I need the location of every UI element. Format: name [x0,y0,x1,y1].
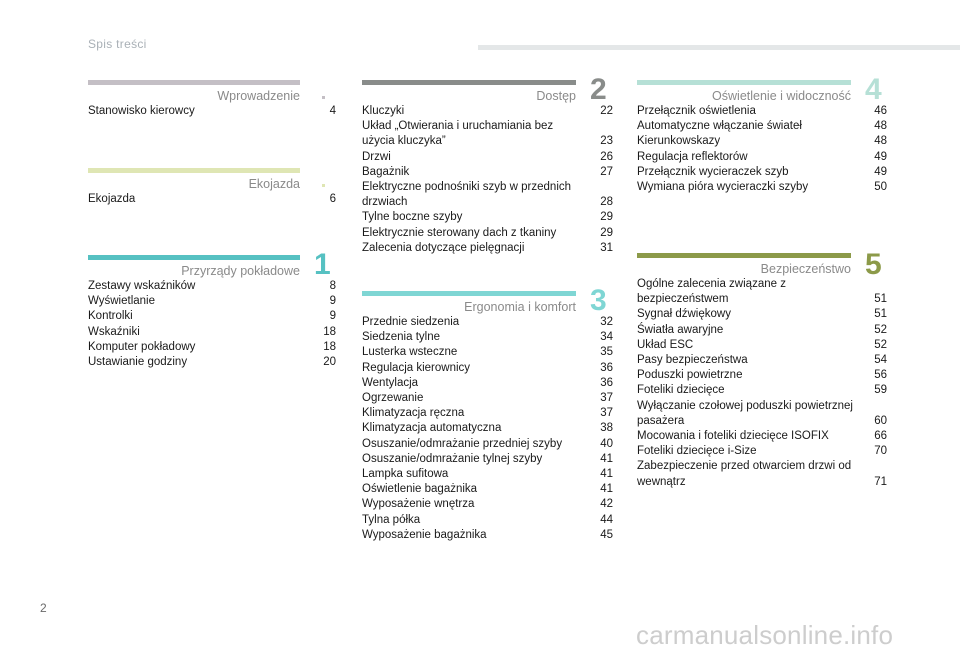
toc-entry-page: 29 [600,211,613,224]
toc-entry-page: 9 [329,295,336,308]
toc-entry-page: 51 [874,308,887,321]
section-bar [637,80,851,85]
toc-entry[interactable] [637,150,887,165]
toc-entry[interactable] [88,104,336,119]
toc-entry-text: Zabezpieczenie przed otwarciem drzwi od wewnątrz [637,460,852,488]
toc-entry-page: 70 [874,445,887,458]
toc-entry-page: 52 [874,323,887,336]
toc-entry-text: Regulacja reflektorów [637,150,748,163]
toc-entry-page: 56 [874,369,887,382]
toc-entry[interactable] [637,277,887,307]
toc-entry[interactable] [362,437,613,452]
toc-entry[interactable] [637,459,887,489]
section-bar [88,255,300,260]
toc-entry-page: 26 [600,150,613,163]
toc-entry-text: Elektrycznie sterowany dach z tkaniny [362,226,557,239]
section-title: Ekojazda [248,177,300,191]
toc-entries [88,279,336,370]
toc-entry[interactable] [637,444,887,459]
toc-entry-page: 50 [874,181,887,194]
section-number: 4 [865,73,882,106]
toc-entries [637,277,887,490]
toc-entry-page: 22 [600,105,613,117]
toc-entry-page: 40 [600,437,613,450]
section-title: Oświetlenie i widoczność [712,89,851,103]
toc-entry-text: Osuszanie/odmrażanie przedniej szyby [362,437,563,450]
toc-entry-page: 49 [874,165,887,178]
toc-entry-page: 41 [600,483,613,496]
page-number: 2 [40,601,47,615]
toc-entry-text: Tylne boczne szyby [362,211,463,224]
toc-entry-text: Lusterka wsteczne [362,346,458,359]
section-bar [362,291,576,296]
toc-entry[interactable] [637,383,887,398]
toc-entry-text: Ekojazda [88,193,136,205]
toc-entry-page: 45 [600,528,613,541]
toc-entry[interactable] [88,309,336,324]
section-title: Dostęp [536,89,576,103]
section-title: Bezpieczeństwo [760,262,851,276]
toc-entry-page: 18 [323,340,336,353]
toc-entry-text: Klimatyzacja ręczna [362,407,465,420]
toc-entry[interactable] [362,528,613,543]
toc-entry-text: Siedzenia tylne [362,331,440,344]
toc-entry[interactable] [362,119,613,149]
toc-entry-page: 51 [874,293,887,306]
toc-entry-page: 32 [600,316,613,328]
toc-entry[interactable] [362,421,613,436]
toc-entry-text: Komputer pokładowy [88,340,196,353]
toc-entries [88,104,336,119]
toc-entry-text: Kierunkowskazy [637,135,721,148]
section-title: Przyrządy pokładowe [181,264,300,278]
toc-entry-page: 34 [600,331,613,344]
toc-entry-page: 37 [600,392,613,405]
toc-entries [637,104,887,195]
toc-entry[interactable] [637,165,887,180]
toc-entry-page: 52 [874,338,887,351]
toc-entry-page: 36 [600,376,613,389]
toc-entry-text: Przednie siedzenia [362,316,460,328]
toc-entry-page: 38 [600,422,613,435]
toc-entry[interactable] [362,391,613,406]
toc-entry[interactable] [637,323,887,338]
toc-entry-page: 59 [874,384,887,397]
page-header-title: Spis treści [88,37,147,51]
toc-entry[interactable] [362,330,613,345]
toc-entry-page: 20 [323,356,336,369]
toc-entry-page: 60 [874,414,887,427]
toc-entry-text: Osuszanie/odmrażanie tylnej szyby [362,452,543,465]
toc-entry[interactable] [362,376,613,391]
toc-entry-text: Elektryczne podnośniki szyb w przednich drzwiach [362,181,572,209]
toc-entry-page: 41 [600,452,613,465]
section-bar [88,80,300,85]
toc-entry-page: 41 [600,468,613,481]
toc-entry[interactable] [362,467,613,482]
toc-entry[interactable] [637,429,887,444]
toc-entry[interactable] [362,315,613,330]
toc-entry-text: Wyświetlanie [88,295,156,308]
toc-entry[interactable] [362,150,613,165]
toc-entry-page: 18 [323,325,336,338]
toc-entry-text: Oświetlenie bagażnika [362,483,478,496]
toc-entry-page: 4 [329,105,336,117]
toc-entry-page: 29 [600,226,613,239]
toc-entry-text: Zestawy wskaźników [88,280,196,292]
toc-entry[interactable] [88,279,336,294]
toc-entry[interactable] [637,307,887,322]
toc-entry-text: Mocowania i foteliki dziecięce ISOFIX [637,430,829,443]
toc-entry[interactable] [88,355,336,370]
toc-entry-page: 23 [600,135,613,148]
toc-entry[interactable] [362,361,613,376]
section-title: Ergonomia i komfort [464,300,576,314]
toc-entry-text: Kluczyki [362,105,405,117]
toc-entry-text: Foteliki dziecięce i-Size [637,445,757,458]
toc-entries [362,104,613,256]
toc-entry[interactable] [362,165,613,180]
toc-entry[interactable] [362,345,613,360]
toc-entry[interactable] [637,368,887,383]
header-bar [478,45,960,50]
toc-entry-page: 31 [600,241,613,254]
toc-entry-text: Ustawianie godziny [88,356,188,369]
toc-entry-page: 27 [600,165,613,178]
toc-entry-text: Wentylacja [362,376,419,389]
section-number: 3 [590,284,607,317]
toc-entry-text: Sygnał dźwiękowy [637,308,731,321]
toc-entry-page: 46 [874,105,887,117]
toc-entry-text: Bagażnik [362,165,410,178]
toc-entry-page: 44 [600,513,613,526]
toc-entry-text: Klimatyzacja automatyczna [362,422,502,435]
toc-entry-page: 28 [600,196,613,209]
toc-entry[interactable] [362,452,613,467]
toc-entry-page: 6 [329,193,336,205]
toc-entry[interactable] [362,226,613,241]
toc-entry-text: Stanowisko kierowcy [88,105,195,117]
toc-entry[interactable] [362,104,613,119]
toc-entry-text: Światła awaryjne [637,323,724,336]
toc-entry-text: Układ „Otwierania i uruchamiania bez użycia kluczyka” [362,120,554,148]
toc-entry-page: 66 [874,430,887,443]
toc-entry[interactable] [637,180,887,195]
section-marker [322,184,325,187]
toc-entry[interactable] [362,210,613,225]
toc-entry[interactable] [88,294,336,309]
toc-entry[interactable] [362,241,613,256]
toc-entry-text: Regulacja kierownicy [362,361,471,374]
section-bar [637,253,851,258]
toc-entry-text: Zalecenia dotyczące pielęgnacji [362,241,525,254]
watermark: carmanualsonline.info [636,620,894,650]
toc-entry-text: Pasy bezpieczeństwa [637,354,748,367]
toc-entry-text: Wyposażenie bagażnika [362,528,487,541]
section-bar [362,80,576,85]
toc-entry[interactable] [637,338,887,353]
toc-entry-text: Kontrolki [88,310,133,323]
toc-entry[interactable] [362,497,613,512]
toc-entry-page: 48 [874,120,887,133]
toc-entry[interactable] [637,399,887,429]
toc-entry-text: Drzwi [362,150,391,163]
toc-entry[interactable] [362,482,613,497]
toc-entry-page: 36 [600,361,613,374]
toc-entry-text: Tylna półka [362,513,421,526]
toc-entry[interactable] [88,192,336,207]
toc-entry[interactable] [362,406,613,421]
toc-entry[interactable] [637,134,887,149]
toc-entry-text: Ogólne zalecenia związane z bezpieczeństwem [637,278,786,306]
section-number: 5 [865,248,882,281]
toc-entries [362,315,613,543]
toc-entry[interactable] [88,325,336,340]
section-number: 2 [590,73,607,106]
toc-entry-page: 71 [874,475,887,488]
toc-entry-page: 48 [874,135,887,148]
toc-entry-page: 8 [329,280,336,292]
toc-entry[interactable] [637,119,887,134]
toc-entry-text: Przełącznik oświetlenia [637,105,756,117]
section-number: 1 [314,248,331,281]
toc-entry[interactable] [637,104,887,119]
section-title: Wprowadzenie [217,89,300,103]
toc-entry-text: Wskaźniki [88,325,140,338]
toc-entries [88,192,336,207]
toc-entry-page: 42 [600,498,613,511]
toc-entry-text: Automatyczne włączanie świateł [637,120,802,133]
toc-entry-page: 9 [329,310,336,323]
toc-entry-page: 54 [874,354,887,367]
toc-entry[interactable] [362,513,613,528]
toc-entry[interactable] [362,180,613,210]
toc-entry-text: Wyposażenie wnętrza [362,498,475,511]
section-bar [88,168,300,173]
toc-entry[interactable] [637,353,887,368]
toc-entry-text: Wymiana pióra wycieraczki szyby [637,181,809,194]
toc-entry-text: Poduszki powietrzne [637,369,743,382]
toc-entry-text: Układ ESC [637,338,694,351]
toc-entry-page: 37 [600,407,613,420]
toc-entry-text: Lampka sufitowa [362,468,449,481]
toc-entry-text: Ogrzewanie [362,392,424,405]
section-marker [322,96,325,99]
toc-entry-text: Foteliki dziecięce [637,384,725,397]
toc-entry[interactable] [88,340,336,355]
toc-entry-page: 35 [600,346,613,359]
toc-entry-text: Wyłączanie czołowej poduszki powietrznej pasażera [637,399,853,427]
toc-entry-page: 49 [874,150,887,163]
toc-entry-text: Przełącznik wycieraczek szyb [637,165,789,178]
